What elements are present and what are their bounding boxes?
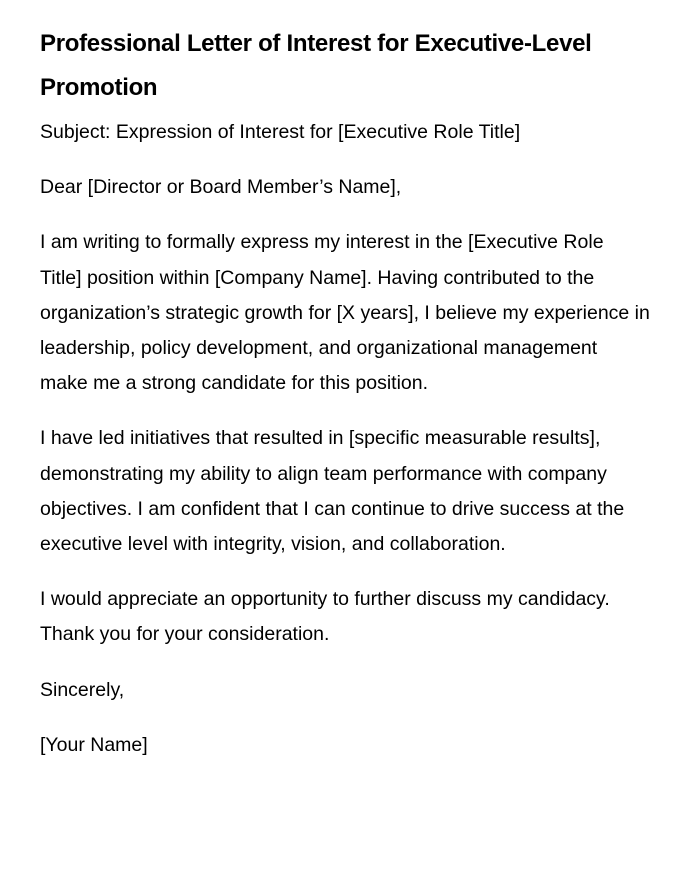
body-paragraph-3: I would appreciate an opportunity to further discuss my candidacy. Thank you for your consideration. bbox=[40, 588, 610, 646]
body-paragraph-2: I have led initiatives that resulted in [specific measurable results], demonstrating my ability to align team performance with company objectives. I am confident that I can continue to drive success at the executive level with integrity, vision, and collaboration. bbox=[40, 427, 625, 556]
signature: [Your Name] bbox=[40, 733, 148, 756]
subject-line: Subject: Expression of Interest for [Executive Role Title] bbox=[40, 121, 521, 143]
document-title: Professional Letter of Interest for Executive-Level Promotion bbox=[40, 30, 592, 101]
body-paragraph-1: I am writing to formally express my interest in the [Executive Role Title] position within [Company Name]. Having contributed to the organization’s strategic growth for [X years], I believe my experience in leadership, policy development, and organizational management make me a strong candidate for this position. bbox=[40, 231, 650, 395]
letter-document bbox=[40, 22, 650, 763]
closing: Sincerely, bbox=[40, 678, 125, 701]
salutation: Dear [Director or Board Member’s Name], bbox=[40, 176, 402, 199]
